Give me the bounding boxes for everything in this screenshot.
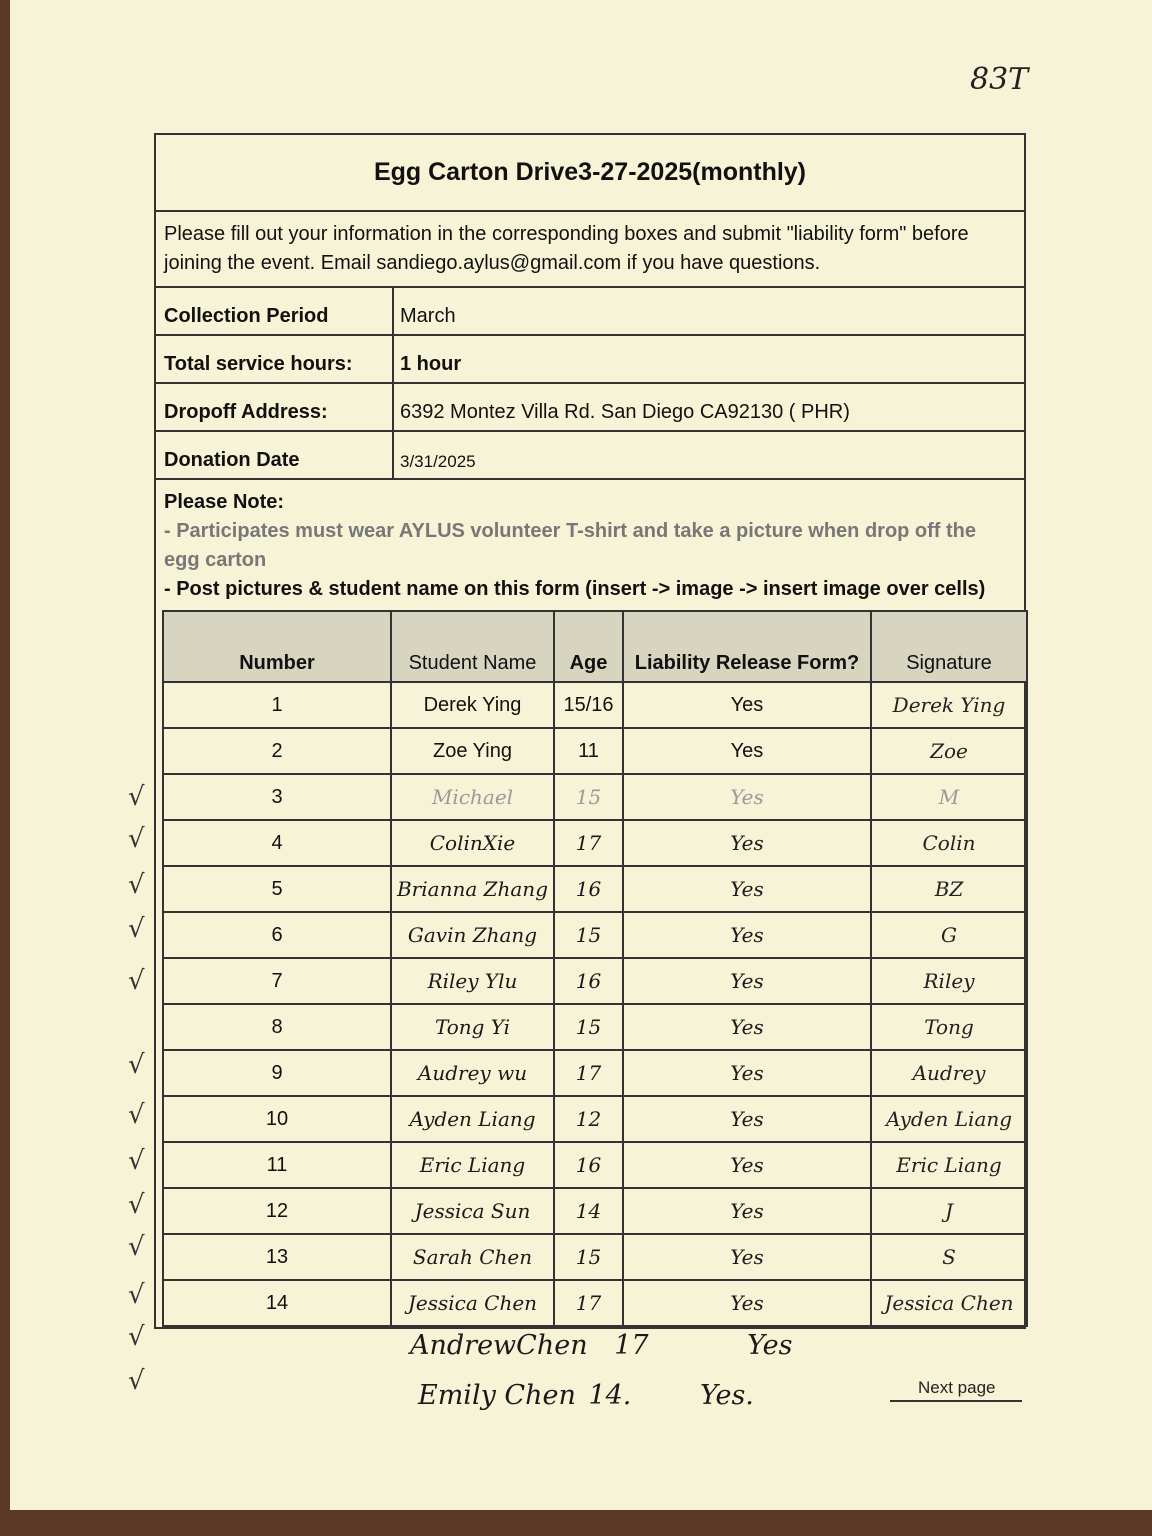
- cell-student-name: Jessica Chen: [391, 1280, 554, 1326]
- cell-student-name: ColinXie: [391, 820, 554, 866]
- checkmark-icon: √: [128, 1280, 145, 1310]
- cell-age: 14: [554, 1188, 623, 1234]
- cell-number: 6: [163, 912, 391, 958]
- info-label: Collection Period: [156, 288, 394, 334]
- cell-student-name: Jessica Sun: [391, 1188, 554, 1234]
- extra-age: 17: [614, 1330, 649, 1361]
- cell-student-name: Eric Liang: [391, 1142, 554, 1188]
- cell-liability-form: Yes: [623, 682, 871, 728]
- cell-liability-form: Yes: [623, 728, 871, 774]
- cell-number: 8: [163, 1004, 391, 1050]
- cell-age: 16: [554, 866, 623, 912]
- cell-number: 1: [163, 682, 391, 728]
- cell-student-name: Michael: [391, 774, 554, 820]
- checkmark-icon: √: [128, 1146, 145, 1176]
- table-row: [163, 774, 1027, 820]
- cell-signature: G: [871, 912, 1027, 958]
- cell-signature: Tong: [871, 1004, 1027, 1050]
- cell-liability-form: Yes: [623, 774, 871, 820]
- next-page-note: Next page: [918, 1378, 996, 1397]
- paper-sheet: [10, 0, 1152, 1510]
- cell-age: 15/16: [554, 682, 623, 728]
- checkmark-icon: √: [128, 1322, 145, 1352]
- cell-student-name: Audrey wu: [391, 1050, 554, 1096]
- cell-number: 10: [163, 1096, 391, 1142]
- cell-liability-form: Yes: [623, 1188, 871, 1234]
- checkmark-icon: √: [128, 1366, 145, 1396]
- table-row: [163, 682, 1027, 728]
- cell-student-name: Sarah Chen: [391, 1234, 554, 1280]
- cell-number: 5: [163, 866, 391, 912]
- cell-signature: Derek Ying: [871, 682, 1027, 728]
- extra-row-andrew: [410, 1330, 792, 1361]
- cell-age: 17: [554, 820, 623, 866]
- cell-number: 9: [163, 1050, 391, 1096]
- cell-signature: Audrey: [871, 1050, 1027, 1096]
- table-row: [163, 1142, 1027, 1188]
- cell-number: 14: [163, 1280, 391, 1326]
- cell-age: 12: [554, 1096, 623, 1142]
- header-number: Number: [163, 611, 391, 682]
- cell-age: 11: [554, 728, 623, 774]
- table-row: [163, 1280, 1027, 1326]
- extra-row-emily: [418, 1380, 754, 1411]
- checkmark-icon: √: [128, 782, 145, 812]
- cell-student-name: Zoe Ying: [391, 728, 554, 774]
- info-value: March: [400, 305, 456, 327]
- note-tshirt: - Participates must wear AYLUS volunteer T-shirt and take a picture when drop off the egg carton: [164, 520, 977, 571]
- info-row-donation-date: [156, 432, 1024, 480]
- cell-liability-form: Yes: [623, 1280, 871, 1326]
- checkmark-icon: √: [128, 1050, 145, 1080]
- roster-table: [162, 610, 1028, 1327]
- cell-liability-form: Yes: [623, 1050, 871, 1096]
- table-row: [163, 1004, 1027, 1050]
- cell-number: 3: [163, 774, 391, 820]
- cell-signature: Colin: [871, 820, 1027, 866]
- cell-age: 15: [554, 1004, 623, 1050]
- cell-student-name: Tong Yi: [391, 1004, 554, 1050]
- extra-age: 14.: [588, 1380, 632, 1411]
- extra-name: Emily Chen: [418, 1380, 576, 1411]
- extra-form: Yes: [747, 1330, 793, 1361]
- info-row-dropoff-address: [156, 384, 1024, 432]
- cell-signature: M: [871, 774, 1027, 820]
- header-liability-form: Liability Release Form?: [623, 611, 871, 682]
- cell-liability-form: Yes: [623, 1004, 871, 1050]
- cell-number: 12: [163, 1188, 391, 1234]
- table-row: [163, 1050, 1027, 1096]
- form-intro: Please fill out your information in the corresponding boxes and submit "liability form" before joining the event. Email sandiego.aylus@gmail.com if you have questions.: [156, 212, 1024, 288]
- cell-number: 13: [163, 1234, 391, 1280]
- cell-number: 4: [163, 820, 391, 866]
- cell-signature: S: [871, 1234, 1027, 1280]
- info-label: Dropoff Address:: [156, 384, 394, 430]
- cell-liability-form: Yes: [623, 1096, 871, 1142]
- cell-age: 17: [554, 1050, 623, 1096]
- cell-age: 17: [554, 1280, 623, 1326]
- header-student-name: Student Name: [391, 611, 554, 682]
- cell-signature: Riley: [871, 958, 1027, 1004]
- signature-line: [890, 1400, 1022, 1402]
- cell-liability-form: Yes: [623, 1234, 871, 1280]
- header-signature: Signature: [871, 611, 1027, 682]
- table-row: [163, 728, 1027, 774]
- table-row: [163, 958, 1027, 1004]
- form-title: Egg Carton Drive3-27-2025(monthly): [156, 135, 1024, 212]
- extra-name: AndrewChen: [410, 1330, 588, 1361]
- table-row: [163, 866, 1027, 912]
- header-age: Age: [554, 611, 623, 682]
- checkmark-icon: √: [128, 1190, 145, 1220]
- cell-liability-form: Yes: [623, 820, 871, 866]
- note-pictures: - Post pictures & student name on this form (insert -> image -> insert image over cells): [164, 578, 986, 600]
- cell-student-name: Brianna Zhang: [391, 866, 554, 912]
- cell-signature: Jessica Chen: [871, 1280, 1027, 1326]
- cell-signature: Zoe: [871, 728, 1027, 774]
- cell-student-name: Gavin Zhang: [391, 912, 554, 958]
- cell-age: 16: [554, 958, 623, 1004]
- cell-liability-form: Yes: [623, 1142, 871, 1188]
- table-row: [163, 1188, 1027, 1234]
- cell-student-name: Derek Ying: [391, 682, 554, 728]
- please-note: [156, 480, 1024, 610]
- cell-liability-form: Yes: [623, 866, 871, 912]
- cell-student-name: Riley Ylu: [391, 958, 554, 1004]
- checkmark-icon: √: [128, 870, 145, 900]
- info-value: 3/31/2025: [400, 452, 476, 471]
- cell-liability-form: Yes: [623, 958, 871, 1004]
- info-value: 1 hour: [400, 353, 462, 375]
- checkmark-icon: √: [128, 914, 145, 944]
- cell-age: 15: [554, 1234, 623, 1280]
- table-row: [163, 912, 1027, 958]
- cell-number: 11: [163, 1142, 391, 1188]
- cell-number: 7: [163, 958, 391, 1004]
- checkmark-icon: √: [128, 824, 145, 854]
- checkmark-icon: √: [128, 966, 145, 996]
- info-label: Total service hours:: [156, 336, 394, 382]
- cell-student-name: Ayden Liang: [391, 1096, 554, 1142]
- checkmark-icon: √: [128, 1100, 145, 1130]
- cell-age: 16: [554, 1142, 623, 1188]
- cell-signature: J: [871, 1188, 1027, 1234]
- info-row-service-hours: [156, 336, 1024, 384]
- cell-signature: Eric Liang: [871, 1142, 1027, 1188]
- table-header-row: [163, 611, 1027, 682]
- note-title: Please Note:: [164, 491, 285, 513]
- table-row: [163, 820, 1027, 866]
- sign-up-form: [154, 133, 1026, 1329]
- table-row: [163, 1096, 1027, 1142]
- info-value: 6392 Montez Villa Rd. San Diego CA92130 ( PHR): [400, 401, 850, 423]
- cell-signature: BZ: [871, 866, 1027, 912]
- checkmark-icon: √: [128, 1232, 145, 1262]
- cell-number: 2: [163, 728, 391, 774]
- table-row: [163, 1234, 1027, 1280]
- cell-age: 15: [554, 912, 623, 958]
- cell-liability-form: Yes: [623, 912, 871, 958]
- corner-handwritten-note: 83T: [970, 62, 1029, 97]
- extra-form: Yes.: [699, 1380, 754, 1411]
- cell-age: 15: [554, 774, 623, 820]
- info-label: Donation Date: [156, 432, 394, 478]
- info-row-collection-period: [156, 288, 1024, 336]
- cell-signature: Ayden Liang: [871, 1096, 1027, 1142]
